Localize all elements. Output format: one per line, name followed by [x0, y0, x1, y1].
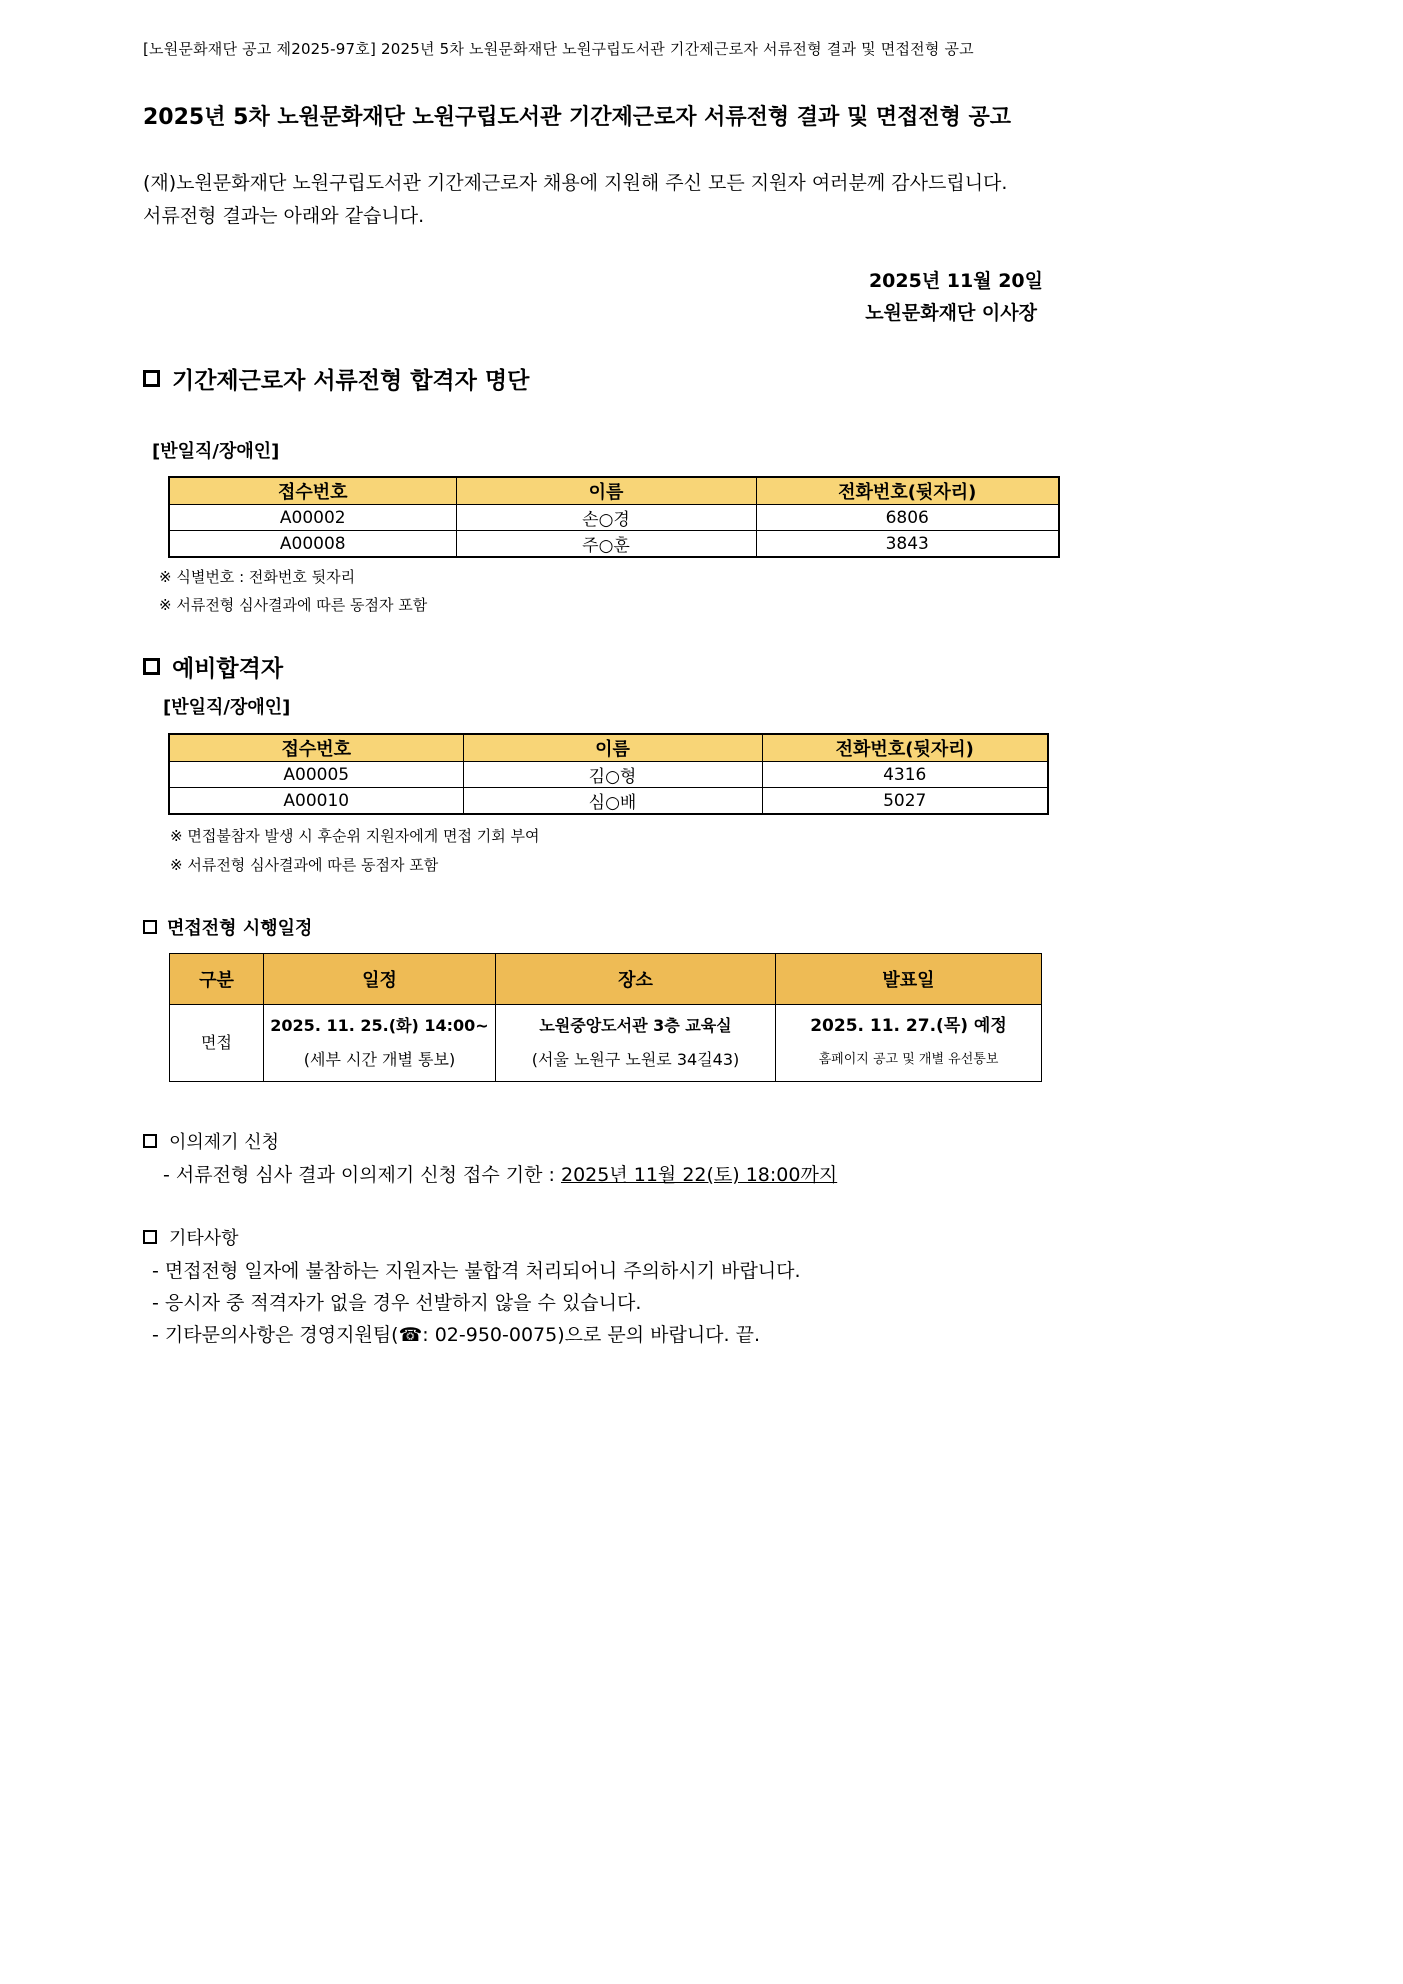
- passers-note-2: ※ 서류전형 심사결과에 따른 동점자 포함: [159, 596, 428, 614]
- column-header: 전화번호(뒷자리): [756, 477, 1059, 505]
- table-row: [169, 531, 1059, 558]
- misc-item-1: - 면접전형 일자에 불참하는 지원자는 불합격 처리되어니 주의하시기 바랍니다.: [152, 1260, 801, 1282]
- passers-category: [반일직/장애인]: [152, 441, 280, 462]
- square-bullet-icon: [143, 1230, 157, 1244]
- reserve-note-2: ※ 서류전형 심사결과에 따른 동점자 포함: [170, 856, 439, 874]
- name-cell: 김○형: [463, 762, 762, 788]
- interview-type-cell: 면접: [170, 1005, 264, 1082]
- announce-cell: [776, 1005, 1042, 1082]
- phone-cell: 3843: [756, 531, 1059, 558]
- column-header: 구분: [170, 954, 264, 1005]
- phone-cell: 4316: [762, 762, 1048, 788]
- document-header-line: [노원문화재단 공고 제2025-97호] 2025년 5차 노원문화재단 노원구립도서관 기간제근로자 서류전형 결과 및 면접전형 공고: [143, 40, 974, 58]
- receipt-number-cell: A00008: [169, 531, 456, 558]
- name-cell: 심○배: [463, 788, 762, 815]
- column-header: 장소: [496, 954, 776, 1005]
- receipt-number-cell: A00005: [169, 762, 463, 788]
- phone-cell: 6806: [756, 505, 1059, 531]
- name-cell: 주○훈: [456, 531, 756, 558]
- section-misc-title: 기타사항: [169, 1228, 239, 1249]
- schedule-note: (세부 시간 개별 통보): [303, 1050, 456, 1069]
- notice-date: 2025년 11월 20일: [868, 270, 1043, 292]
- place-address: (서울 노원구 노원로 34길43): [531, 1050, 740, 1069]
- misc-item-2: - 응시자 중 적격자가 없을 경우 선발하지 않을 수 있습니다.: [152, 1292, 642, 1314]
- schedule-cell: [264, 1005, 496, 1082]
- column-header: 이름: [463, 734, 762, 762]
- section-passers-heading: [143, 362, 529, 395]
- section-passers-title: 기간제근로자 서류전형 합격자 명단: [172, 368, 530, 394]
- reserve-table: [168, 733, 1049, 815]
- section-objection-heading: [143, 1128, 279, 1154]
- receipt-number-cell: A00002: [169, 505, 456, 531]
- section-misc-heading: [143, 1224, 239, 1250]
- column-header: 접수번호: [169, 477, 456, 505]
- schedule-datetime: 2025. 11. 25.(화) 14:00~: [270, 1016, 489, 1035]
- table-row: [169, 762, 1048, 788]
- table-row: [169, 788, 1048, 815]
- table-header-row: [169, 477, 1059, 505]
- square-bullet-icon: [143, 1134, 157, 1148]
- objection-line: [163, 1160, 837, 1187]
- column-header: 접수번호: [169, 734, 463, 762]
- announce-method: 홈페이지 공고 및 개별 유선통보: [818, 1052, 999, 1067]
- issuer-name: 노원문화재단 이사장: [865, 302, 1037, 324]
- announce-date: 2025. 11. 27.(목) 예정: [810, 1016, 1007, 1036]
- misc-item-3: - 기타문의사항은 경영지원팀(☎: 02-950-0075)으로 문의 바랍니다. 끝.: [152, 1324, 761, 1346]
- interview-schedule-table: [169, 953, 1042, 1082]
- reserve-note-1: ※ 면접불참자 발생 시 후순위 지원자에게 면접 기회 부여: [170, 827, 540, 845]
- table-header-row: [170, 954, 1042, 1005]
- passers-table: [168, 476, 1060, 558]
- section-interview-title: 면접전형 시행일정: [167, 918, 313, 939]
- section-objection-title: 이의제기 신청: [169, 1132, 280, 1153]
- objection-deadline: 2025년 11월 22(토) 18:00까지: [561, 1164, 838, 1186]
- receipt-number-cell: A00010: [169, 788, 463, 815]
- document-title: 2025년 5차 노원문화재단 노원구립도서관 기간제근로자 서류전형 결과 및 면접전형 공고: [143, 105, 1012, 130]
- column-header: 일정: [264, 954, 496, 1005]
- column-header: 이름: [456, 477, 756, 505]
- square-bullet-icon: [143, 370, 160, 387]
- section-reserve-title: 예비합격자: [172, 656, 284, 682]
- section-interview-heading: [143, 914, 312, 940]
- section-reserve-heading: [143, 650, 283, 683]
- reserve-category: [반일직/장애인]: [163, 697, 291, 718]
- square-bullet-icon: [143, 920, 157, 934]
- intro-line-2: 서류전형 결과는 아래와 같습니다.: [143, 205, 425, 227]
- table-row: [170, 1005, 1042, 1082]
- passers-note-1: ※ 식별번호 : 전화번호 뒷자리: [159, 568, 356, 586]
- intro-line-1: (재)노원문화재단 노원구립도서관 기간제근로자 채용에 지원해 주신 모든 지원자 여러분께 감사드립니다.: [143, 172, 1008, 194]
- square-bullet-icon: [143, 658, 160, 675]
- column-header: 전화번호(뒷자리): [762, 734, 1048, 762]
- name-cell: 손○경: [456, 505, 756, 531]
- place-name: 노원중앙도서관 3층 교육실: [539, 1016, 732, 1035]
- phone-cell: 5027: [762, 788, 1048, 815]
- place-cell: [496, 1005, 776, 1082]
- table-header-row: [169, 734, 1048, 762]
- column-header: 발표일: [776, 954, 1042, 1005]
- objection-prefix: - 서류전형 심사 결과 이의제기 신청 접수 기한 :: [163, 1164, 561, 1186]
- table-row: [169, 505, 1059, 531]
